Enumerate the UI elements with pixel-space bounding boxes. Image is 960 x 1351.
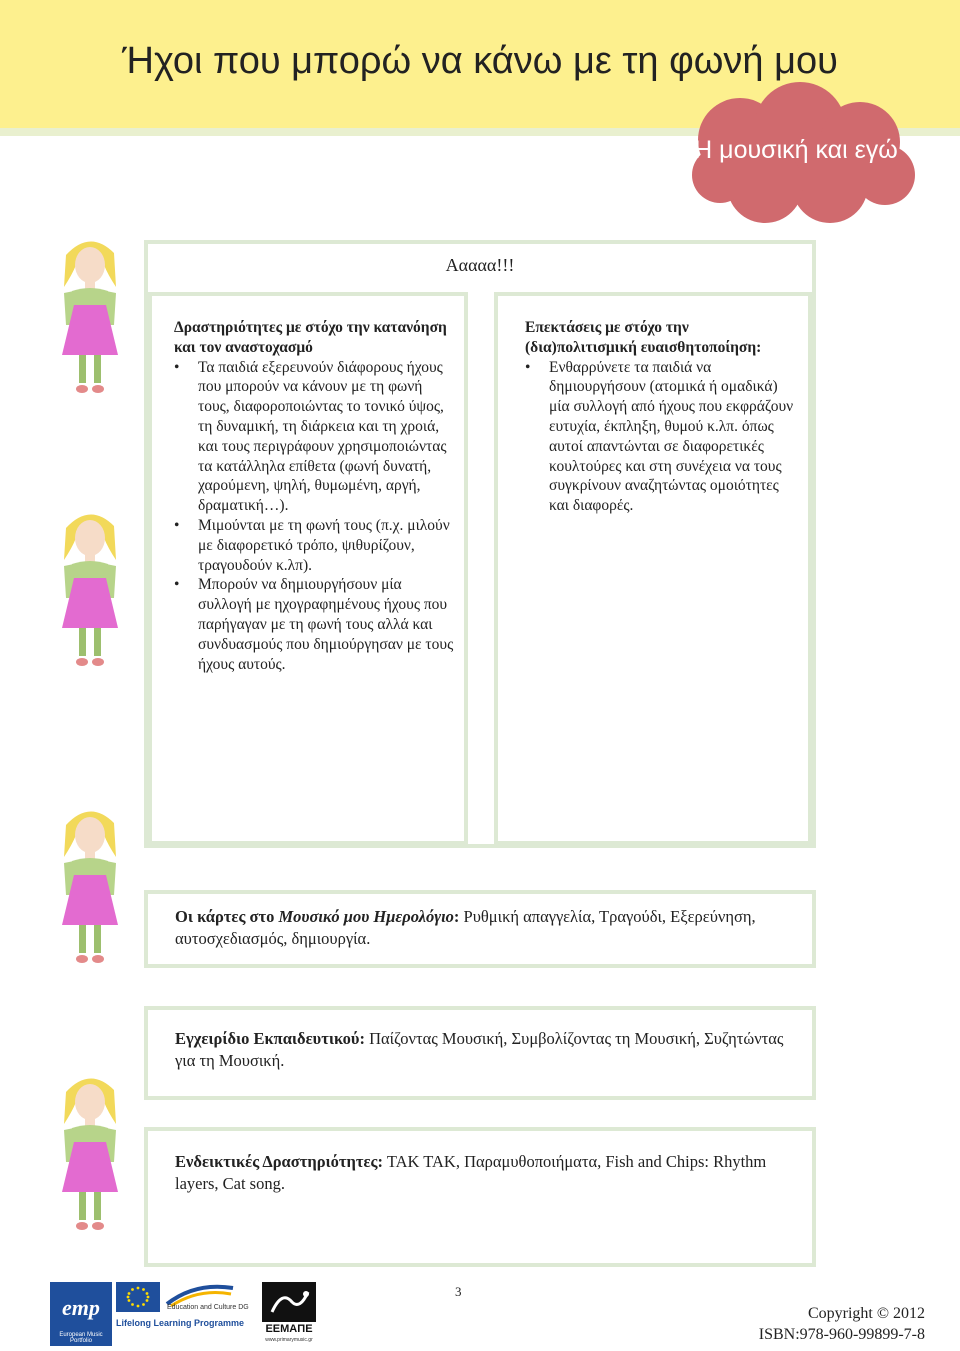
eu-flag-icon <box>116 1282 160 1312</box>
right-column-text <box>525 318 795 516</box>
list-item: • Τα παιδιά εξερευνούν διάφορους ήχους που μπορούν να κάνουν με τη φωνή τους, διαφοροποιώντας το τονικό ύψος, τη δυναμική, τη διάρκεια και τη χροιά, και τους περιγράφουν χρησιμοποιώντας τα κατάλληλα επίθετα (φωνή δυνατή, χαρούμενη, ψηλή, θυμωμένη, αργή, δραματική…). <box>198 358 456 516</box>
activity-subtitle: Ααααα!!! <box>445 255 515 275</box>
girl-illustration <box>52 1072 128 1242</box>
activities-text <box>175 1151 795 1195</box>
emp-logo <box>50 1282 112 1346</box>
girl-illustration <box>52 805 128 975</box>
eemape-brand: ΕΕΜΑΠΕ <box>265 1323 313 1335</box>
manual-text <box>175 1028 795 1072</box>
eemape-mark-icon <box>262 1282 316 1322</box>
left-column-list <box>174 358 456 675</box>
manual-label: Εγχειρίδιο Εκπαιδευτικού: <box>175 1029 365 1048</box>
education-caption: Education and Culture DG <box>167 1304 249 1311</box>
emp-logo-mark-icon <box>50 1282 112 1332</box>
left-column-text <box>174 318 456 674</box>
right-column-heading: Επεκτάσεις με στόχο την (δια)πολιτισμική ευαισθητοποίηση: <box>525 319 762 356</box>
copyright: Copyright © 2012 <box>807 1305 925 1322</box>
left-column-heading: Δραστηριότητες με στόχο την κατανόηση και τον αναστοχασμό <box>174 319 447 356</box>
activities-content: ΤΑΚ ΤΑΚ, Παραμυθοποιήματα, Fish and Chips: Rhythm layers, Cat song. <box>175 1152 767 1193</box>
llp-caption: Lifelong Learning Programme <box>116 1318 245 1328</box>
page-number: 3 <box>455 1284 462 1299</box>
manual-content: Παίζοντας Μουσική, Συμβολίζοντας τη Μουσική, Συζητώντας για τη Μουσική. <box>175 1029 784 1070</box>
cards-label: Οι κάρτες στο <box>175 907 279 926</box>
cards-colon: : <box>453 907 460 926</box>
diary-title: Μουσικό μου Ημερολόγιο <box>278 907 454 926</box>
page-title: Ήχοι που μπορώ να κάνω με τη φωνή μου <box>122 40 838 82</box>
right-column-list <box>525 358 795 516</box>
emp-caption: European Music Portfolio <box>59 1332 103 1344</box>
list-item: • Μπορούν να δημιουργήσουν μία συλλογή με ηχογραφημένους ήχους που παρήγαγαν με τη φωνή τους αλλά και συνδυασμούς που δημιούργησαν με τους ήχους αυτούς. <box>198 575 456 674</box>
activities-label: Ενδεικτικές Δραστηριότητες: <box>175 1152 383 1171</box>
list-item: • Ενθαρρύνετε τα παιδιά να δημιουργήσουν (ατομικά ή ομαδικά) μία συλλογή από ήχους που εκφράζουν ευτυχία, έκπληξη, θυμού κ.λπ. όπως αυτοί απαντώνται σε διαφορετικές κουλτούρες και στη συνέχεια να τους συγκρίνουν αναζητώντας ομοιότητες και διαφορές. <box>549 358 795 516</box>
copyright-block <box>700 1303 925 1345</box>
girl-illustration <box>52 508 128 678</box>
eemape-site: www.primarymusic.gr <box>265 1337 313 1343</box>
cards-text <box>175 906 795 950</box>
list-item: • Μιμούνται με τη φωνή τους (π.χ. μιλούν με διαφορετικό τρόπο, ψιθυρίζουν, τραγουδούν κ.λπ). <box>198 516 456 575</box>
isbn: ISBN:978-960-99899-7-8 <box>758 1326 925 1343</box>
svg-text:emp: emp <box>62 1295 100 1320</box>
cards-content: Ρυθμική απαγγελία, Τραγούδι, Εξερεύνηση, αυτοσχεδιασμός, δημιουργία. <box>175 907 756 948</box>
section-badge: Η μουσική και εγώ <box>694 136 898 164</box>
activities-box <box>144 1127 816 1267</box>
girl-illustration <box>52 235 128 405</box>
eemape-logo <box>262 1282 316 1346</box>
